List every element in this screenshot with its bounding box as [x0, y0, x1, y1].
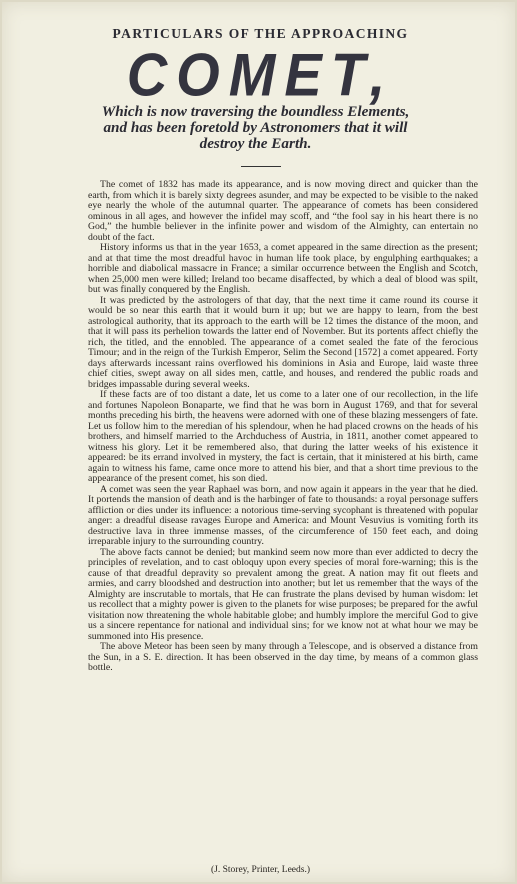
kicker-heading: PARTICULARS OF THE APPROACHING [112, 26, 409, 41]
subheading: Which is now traversing the boundless Elements, and has been foretold by Astronomers that it will destroy the Earth. [101, 103, 410, 152]
paragraph-1: The comet of 1832 has made its appearance, and is now moving direct and quicker than the earth, from which it is barely sixty degrees asunder, and may be expected to be visible to the naked eye nearly the whole of the autumnal quarter. The appearance of comets has been considered ominous in all ages, and however the infidel may scoff, and “the fool say in his heart there is no God,” the humble believer in the infinite power and wisdom of the Almighty, can entertain no doubt of the fact. [88, 179, 478, 243]
article-body [88, 180, 478, 674]
broadside-sheet [2, 2, 515, 882]
paragraph-7: The above Meteor has been seen by many through a Telescope, and is observed a distance from the Sun, in a S. E. direction. It has been observed in the day time, by means of a common glass bottle. [88, 641, 478, 673]
headline-comet: COMET, [126, 40, 395, 109]
divider-rule [241, 166, 281, 167]
printer-imprint: (J. Storey, Printer, Leeds.) [211, 865, 310, 875]
paragraph-2: History informs us that in the year 1653, a comet appeared in the same direction as the present; and at that time the most dreadful havoc in human life took place, by engulphing earthquakes; a horrible and diabolical massacre in France; a similar occurrence between the English and Scotch, when 25,000 men were killed; Ireland too became disaffected, by which a deal of blood was spilt, but was finally conquered by the English. [88, 242, 478, 295]
paragraph-6: The above facts cannot be denied; but mankind seem now more than ever addicted to decry the principles of revelation, and to cast obloquy upon every species of moral fore-warning; this is the cause of that dreadful depravity so prevalent among the great. A nation may fit out fleets and armies, and carry bloodshed and destruction into another; but let us remember that the ways of the Almighty are inscrutable to mortals, that He can frustrate the plans devised by human wisdom: let us recollect that a mighty power is given to the planets for wise purposes; be prepared for the awful visitation now threatening the whole habitable globe; and humbly implore the merciful God to give us a sincere repentance for national and individual sins; for we know not at what hour we may be summoned into His presence. [88, 546, 478, 642]
paragraph-4: If these facts are of too distant a date, let us come to a later one of our recollection, in the life and fortunes Napoleon Bonaparte, we find that he was born in August 1769, and that for several months preceding his birth, the heavens were adorned with one of these blazing messengers of fate. Let us follow him to the meredian of his splendour, when he had placed crowns on the heads of his brothers, and himself married to the Archduchess of Austria, in 1811, another comet appeared to witness his glory. Let it be remembered also, that during the latter weeks of his existence it appeared: be its errand involved in mystery, the fact is certain, that it ministered at his birth, came again to witness his fame, came once more to attend his bier, and that a short time previous to the appearance of the present comet, his son died. [88, 389, 478, 484]
paragraph-5: A comet was seen the year Raphael was born, and now again it appears in the year that he died. It portends the mansion of death and is the harbinger of fate to thousands: a royal personage suffers affliction or dies under its influence: a notorious time-serving sycophant is threatened with popular anger: a dreadful disease ravages Europe and America: and Mount Vesuvius is vomiting forth its destructive lava in three immense masses, of the circumference of 150 feet each, and doing irreparable injury to the surrounding country. [88, 483, 478, 547]
paragraph-3: It was predicted by the astrologers of that day, that the next time it came round its course it would be so near this earth that it would burn it up; but we are happy to learn, from the best astrological authority, that its approach to the earth will be 12 times the distance of the moon, and that it will pass its perhelion towards the latter end of November. But its portents affect chiefly the rich, the titled, and the ennobled. The appearance of a comet sealed the fate of the ferocious Timour; and in the reign of the Turkish Emperor, Selim the Second [1572] a comet appeared. Forty days afterwards incessant rains overflowed his dominions in Asia and Europe, laid waste three chief cities, swept away on all sides men, cattle, and houses, and rendered the public roads and bridges impassable during several weeks. [88, 294, 478, 390]
